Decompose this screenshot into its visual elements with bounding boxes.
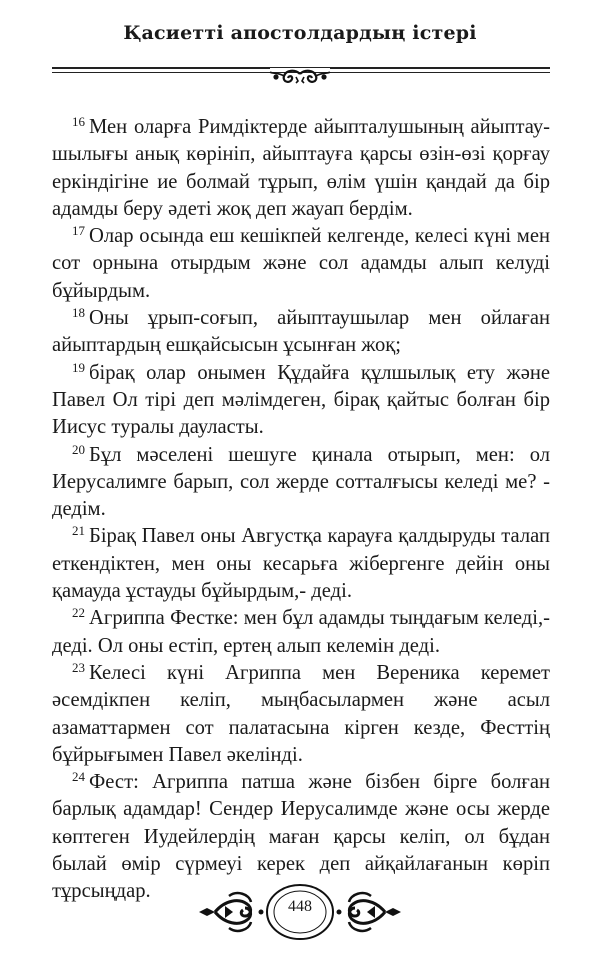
verse-16 xyxy=(52,114,550,223)
verse-text: Оны ұрып-соғып, айыптаушылар мен ойлаған айыптардың ешқайсысын ұсынған жоқ; xyxy=(52,307,550,357)
verse-21 xyxy=(52,523,550,605)
verse-number: 18 xyxy=(72,305,85,321)
verse-number: 16 xyxy=(72,114,85,129)
verse-18 xyxy=(52,305,550,360)
verse-19 xyxy=(52,360,550,442)
page-header xyxy=(0,22,600,44)
verse-text: Фест: Агриппа патша және бізбен бірге болған барлық адамдар! Сендер Иерусалимде және осы жерде көптеген Иудейлердің маған қарсы келіп, ол бұдан былай өмір сүрмеуі керек деп айқайлағанын көріп тұрсыңдар. xyxy=(52,771,550,903)
scripture-body xyxy=(52,114,550,906)
verse-text: Бұл мәселені шешуге қинала отырып, мен: ол Иерусалимге барып, сол жерде сотталғысы келеді ме? - дедім. xyxy=(52,443,550,521)
verse-20 xyxy=(52,442,550,524)
verse-17 xyxy=(52,223,550,305)
verse-number: 17 xyxy=(72,223,85,239)
verse-23 xyxy=(52,660,550,769)
verse-number: 23 xyxy=(72,659,85,675)
verse-text: Келесі күні Агриппа мен Вереника керемет әсемдікпен келіп, мыңбасылармен және асыл азаматтармен сот палатасына кірген кезде, Фесттің бұйрығымен Павел әкелінді. xyxy=(52,661,550,766)
verse-number: 20 xyxy=(72,441,85,457)
verse-text: Агриппа Фестке: мен бұл адамды тыңдағым келеді,- деді. Ол оны естіп, ертең алып келемін деді. xyxy=(52,607,550,657)
verse-text: бірақ олар онымен Құдайға құлшылық ету және Павел Ол тірі деп мәлімдеген, бірақ қайтыс болған бір Иисус туралы дауласты. xyxy=(52,361,550,439)
verse-text: Бірақ Павел оны Августқа карауға қалдыруды талап еткендіктен, мен оны кесарьға жібергенге дейін оны қамауда ұстауды бұйырдым,- деді. xyxy=(52,525,550,603)
verse-text: Олар осында еш кешікпей келгенде, келесі күні мен сот орнына отырдым және сол адамды алып келуді бұйырдым. xyxy=(52,225,550,302)
verse-number: 22 xyxy=(72,605,85,621)
running-title: Қасиетті апостолдардың істері xyxy=(123,22,477,44)
verse-number: 19 xyxy=(72,359,85,375)
floral-divider-icon xyxy=(262,68,338,86)
verse-22 xyxy=(52,605,550,660)
verse-text: Мен оларға Римдіктерде айыпталушының айыптау-шылығы анық көрініп, айыптауға қарсы өзін-өзі қорғау еркіндігіне ие болмай тұрып, өлім үшін қандай да бір адамды беру әдеті жоқ деп жауап бердім. xyxy=(52,116,550,220)
verse-number: 24 xyxy=(72,769,85,785)
page-number: 448 xyxy=(288,898,312,915)
verse-number: 21 xyxy=(72,523,85,539)
page-footer xyxy=(195,882,405,942)
